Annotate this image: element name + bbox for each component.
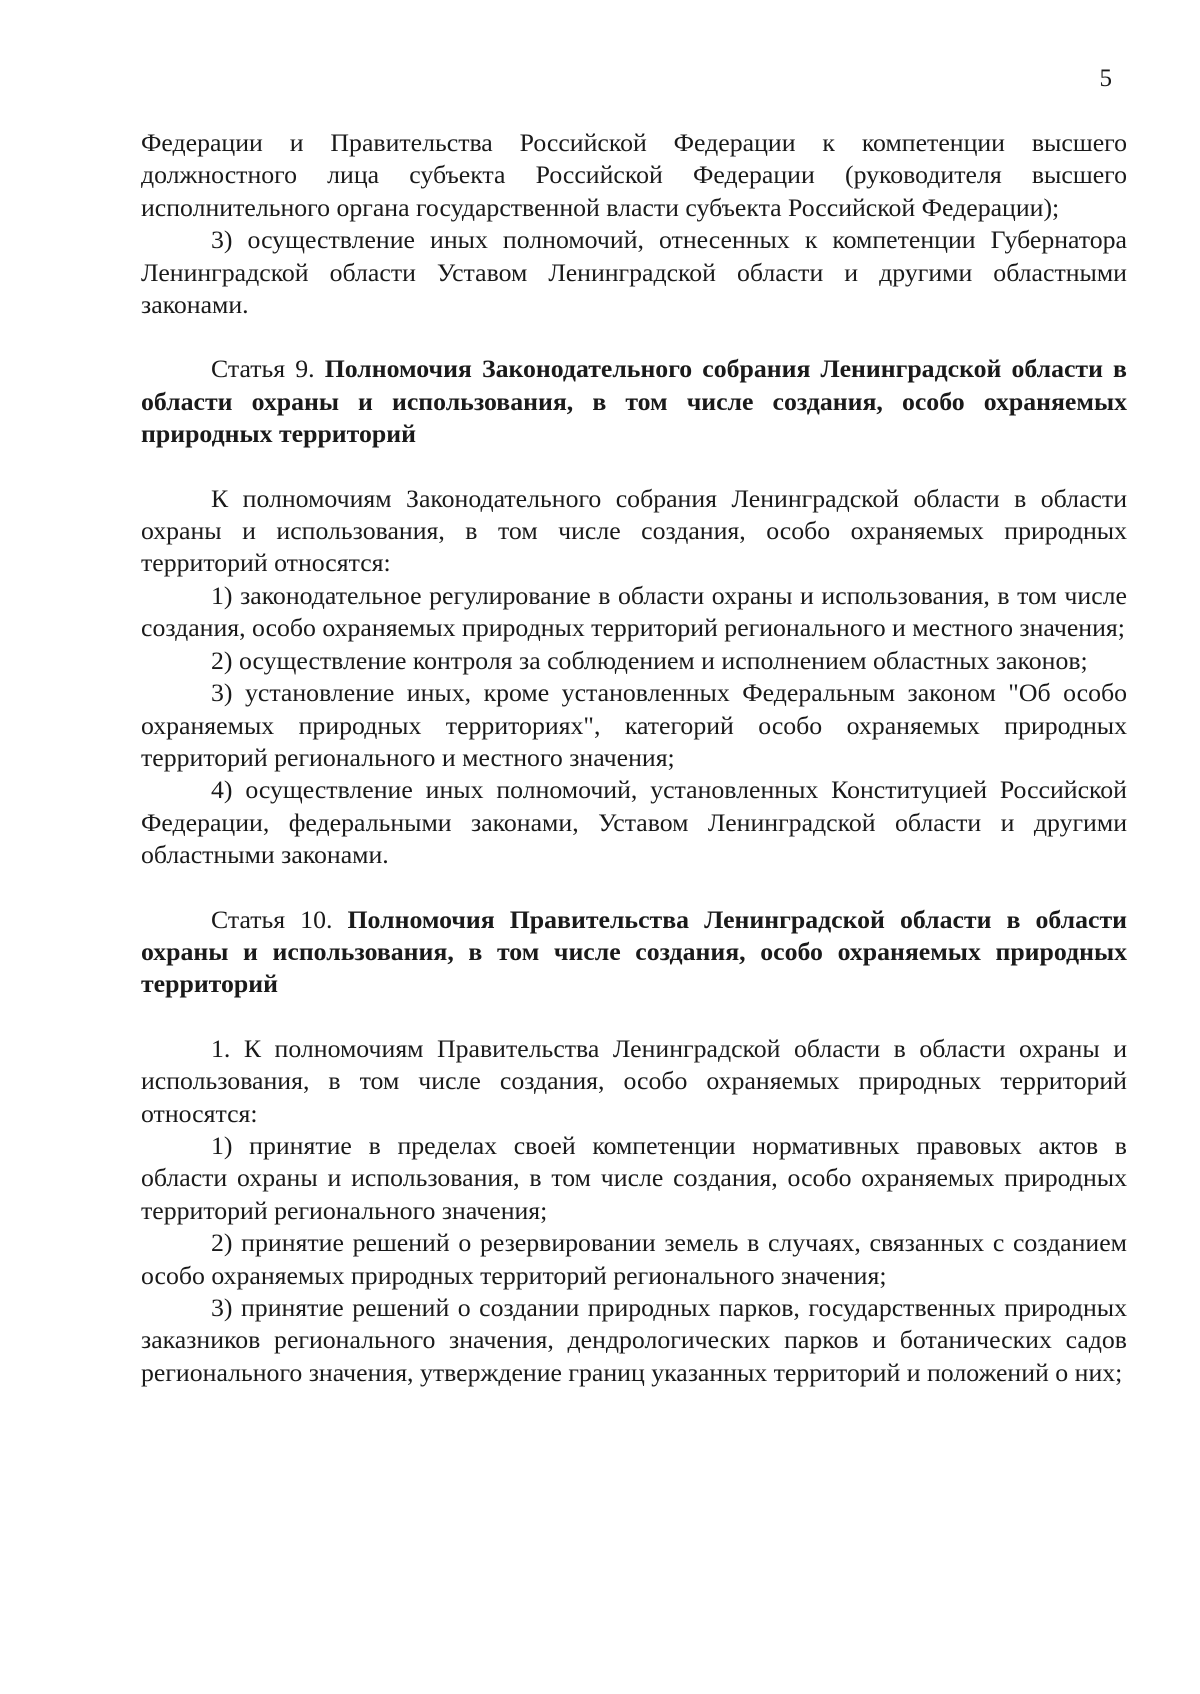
article-9-intro: К полномочиям Законодательного собрания Ленинградской области в области охраны и использования, в том числе создания, особо охраняемых природных территорий относятся: bbox=[141, 483, 1127, 578]
article-10-item-1: 1) принятие в пределах своей компетенции нормативных правовых актов в области охраны и использования, в том числе создания, особо охраняемых природных территорий регионального значения; bbox=[141, 1130, 1127, 1225]
article-9-item-4: 4) осуществление иных полномочий, установленных Конституцией Российской Федерации, федеральными законами, Уставом Ленинградской области и другими областными законами. bbox=[141, 775, 1127, 870]
article-10-number: Статья 10. bbox=[211, 904, 333, 934]
article-9-item-2: 2) осуществление контроля за соблюдением и исполнением областных законов; bbox=[211, 645, 1088, 675]
article-9-item-1: 1) законодательное регулирование в области охраны и использования, в том числе создания, особо охраняемых природных территорий регионального и местного значения; bbox=[141, 580, 1127, 643]
article-9-title: Полномочия Законодательного собрания Ленинградской области в области охраны и использования, в том числе создания, особо охраняемых природных территорий bbox=[141, 354, 1127, 449]
article-10-heading bbox=[141, 904, 1127, 1001]
article-10-item-3: 3) принятие решений о создании природных парков, государственных природных заказников регионального значения, дендрологических парков и ботанических садов регионального значения, утверждение границ указанных территорий и положений о них; bbox=[141, 1293, 1127, 1387]
article-9-heading bbox=[141, 353, 1127, 450]
paragraph-item: 3) осуществление иных полномочий, отнесенных к компетенции Губернатора Ленинградской области Уставом Ленинградской области и другими областными законами. bbox=[141, 225, 1127, 320]
article-10-intro: 1. К полномочиям Правительства Ленинградской области в области охраны и использования, в том числе создания, особо охраняемых природных территорий относятся: bbox=[141, 1033, 1127, 1128]
article-10-item-2: 2) принятие решений о резервировании земель в случаях, связанных с созданием особо охраняемых природных территорий регионального значения; bbox=[141, 1228, 1127, 1290]
article-9-number: Статья 9. bbox=[211, 354, 315, 384]
paragraph-continuation: Федерации и Правительства Российской Федерации к компетенции высшего должностного лица субъекта Российской Федерации (руководителя высшего исполнительного органа государственной власти субъекта Российской Федерации); bbox=[141, 128, 1127, 222]
document-body bbox=[141, 127, 1127, 1389]
article-10-title: Полномочия Правительства Ленинградской области в области охраны и использования, в том числе создания, особо охраняемых природных территорий bbox=[141, 904, 1127, 999]
article-9-item-3: 3) установление иных, кроме установленных Федеральным законом "Об особо охраняемых природных территориях", категорий особо охраняемых природных территорий регионального и местного значения; bbox=[141, 678, 1127, 772]
page-number: 5 bbox=[1099, 65, 1112, 92]
